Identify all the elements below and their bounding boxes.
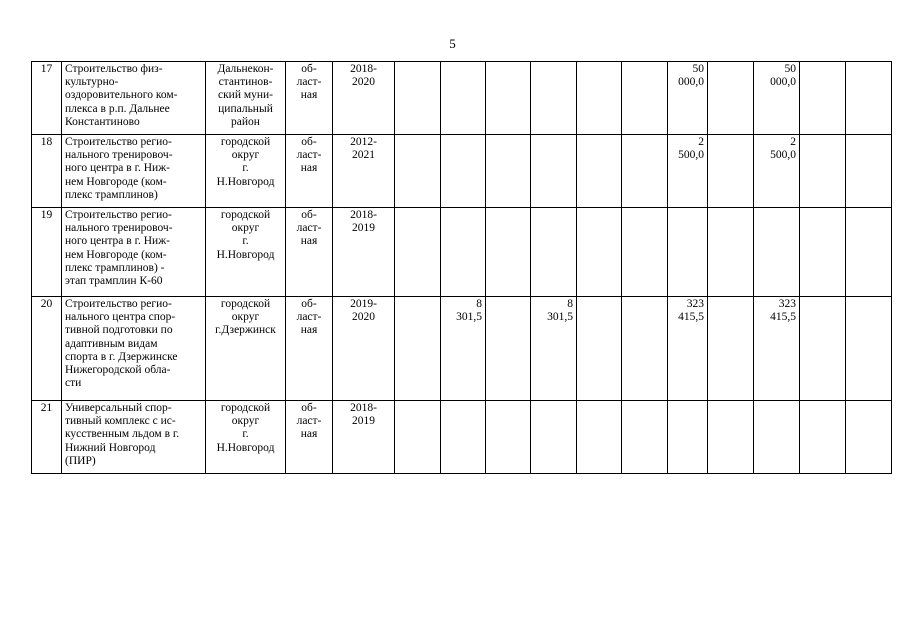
- value-cell-2-text: 8 301,5: [456, 298, 482, 324]
- value-cell-8: [708, 297, 754, 401]
- object-name-cell-text: Универсальный спор- тивный комплекс с ис- кусственным льдом в г. Нижний Новгород (ПИР): [65, 402, 180, 467]
- object-name-cell: [62, 62, 206, 135]
- value-cell-11: [846, 297, 892, 401]
- object-name-cell: [62, 208, 206, 297]
- value-cell-7: [668, 62, 708, 135]
- object-name-cell: [62, 297, 206, 401]
- value-cell-4: [531, 208, 577, 297]
- value-cell-6: [622, 401, 668, 474]
- period-cell-text: 2018- 2020: [350, 63, 377, 89]
- value-cell-5: [577, 135, 622, 208]
- value-cell-9: [754, 62, 800, 135]
- value-cell-10: [800, 62, 846, 135]
- value-cell-5: [577, 401, 622, 474]
- period-cell: [333, 62, 395, 135]
- period-cell: [333, 135, 395, 208]
- table-row: [32, 135, 892, 208]
- municipality-cell: [206, 208, 286, 297]
- value-cell-6: [622, 297, 668, 401]
- municipality-cell: [206, 401, 286, 474]
- ownership-cell-text: об- ласт- ная: [296, 209, 322, 248]
- value-cell-1: [395, 135, 441, 208]
- table-row: [32, 62, 892, 135]
- row-number-cell-text: 20: [40, 298, 53, 310]
- value-cell-8: [708, 401, 754, 474]
- ownership-cell-text: об- ласт- ная: [296, 63, 322, 102]
- municipality-cell-text: городской округ г. Н.Новгород: [216, 402, 275, 454]
- value-cell-9: [754, 401, 800, 474]
- row-number-cell: [32, 208, 62, 297]
- municipality-cell-text: городской округ г. Н.Новгород: [216, 209, 275, 261]
- period-cell: [333, 208, 395, 297]
- value-cell-11: [846, 401, 892, 474]
- page-number: 5: [449, 36, 456, 51]
- object-name-cell: [62, 135, 206, 208]
- value-cell-9-text: 50 000,0: [770, 63, 796, 89]
- table-row: [32, 401, 892, 474]
- table-row: [32, 208, 892, 297]
- value-cell-10: [800, 135, 846, 208]
- value-cell-10: [800, 297, 846, 401]
- value-cell-2: [441, 62, 486, 135]
- value-cell-8: [708, 135, 754, 208]
- value-cell-4: [531, 135, 577, 208]
- row-number-cell: [32, 401, 62, 474]
- value-cell-2: [441, 208, 486, 297]
- period-cell-text: 2012- 2021: [350, 136, 377, 162]
- object-name-cell-text: Строительство регио- нального тренировоч- ного центра в г. Ниж- нем Новгороде (ком- плекс трамплинов) - этап трамплин К-60: [65, 209, 173, 288]
- municipality-cell: [206, 297, 286, 401]
- object-name-cell-text: Строительство физ- культурно- оздоровительного ком- плекса в р.п. Дальнее Константиново: [65, 63, 178, 128]
- ownership-cell: [286, 62, 333, 135]
- row-number-cell-text: 21: [40, 402, 53, 414]
- table-row: [32, 297, 892, 401]
- value-cell-7-text: 2 500,0: [678, 136, 704, 162]
- object-name-cell: [62, 401, 206, 474]
- value-cell-7: [668, 401, 708, 474]
- value-cell-2: [441, 401, 486, 474]
- row-number-cell-text: 17: [40, 63, 53, 75]
- value-cell-5: [577, 297, 622, 401]
- value-cell-1: [395, 62, 441, 135]
- value-cell-9: [754, 135, 800, 208]
- value-cell-3: [486, 297, 531, 401]
- municipality-cell-text: городской округ г. Н.Новгород: [216, 136, 275, 188]
- ownership-cell: [286, 135, 333, 208]
- value-cell-8: [708, 208, 754, 297]
- value-cell-9: [754, 297, 800, 401]
- value-cell-9-text: 323 415,5: [770, 298, 796, 324]
- value-cell-5: [577, 62, 622, 135]
- value-cell-9: [754, 208, 800, 297]
- ownership-cell-text: об- ласт- ная: [296, 136, 322, 175]
- row-number-cell-text: 18: [40, 136, 53, 148]
- period-cell-text: 2018- 2019: [350, 402, 377, 428]
- municipality-cell-text: городской округ г.Дзержинск: [215, 298, 276, 337]
- value-cell-3: [486, 135, 531, 208]
- value-cell-1: [395, 297, 441, 401]
- value-cell-3: [486, 208, 531, 297]
- ownership-cell: [286, 297, 333, 401]
- municipality-cell-text: Дальнекон- стантинов- ский муни- ципальный район: [217, 63, 274, 128]
- value-cell-11: [846, 208, 892, 297]
- row-number-cell: [32, 135, 62, 208]
- value-cell-2: [441, 135, 486, 208]
- object-name-cell-text: Строительство регио- нального центра спор- тивной подготовки по адаптивным видам спорта в г. Дзержинске Нижегородской обла- сти: [65, 298, 178, 390]
- period-cell-text: 2018- 2019: [350, 209, 377, 235]
- value-cell-1: [395, 208, 441, 297]
- program-table: [31, 61, 892, 474]
- municipality-cell: [206, 62, 286, 135]
- value-cell-6: [622, 135, 668, 208]
- value-cell-11: [846, 135, 892, 208]
- municipality-cell: [206, 135, 286, 208]
- value-cell-9-text: 2 500,0: [770, 136, 796, 162]
- value-cell-5: [577, 208, 622, 297]
- value-cell-7-text: 323 415,5: [678, 298, 704, 324]
- period-cell: [333, 401, 395, 474]
- value-cell-3: [486, 62, 531, 135]
- row-number-cell: [32, 62, 62, 135]
- object-name-cell-text: Строительство регио- нального тренировоч- ного центра в г. Ниж- нем Новгороде (ком- плекс трамплинов): [65, 136, 173, 201]
- period-cell-text: 2019- 2020: [350, 298, 377, 324]
- value-cell-7-text: 50 000,0: [678, 63, 704, 89]
- value-cell-4: [531, 62, 577, 135]
- value-cell-6: [622, 208, 668, 297]
- value-cell-10: [800, 208, 846, 297]
- value-cell-3: [486, 401, 531, 474]
- ownership-cell: [286, 401, 333, 474]
- value-cell-11: [846, 62, 892, 135]
- ownership-cell: [286, 208, 333, 297]
- ownership-cell-text: об- ласт- ная: [296, 298, 322, 337]
- value-cell-4-text: 8 301,5: [547, 298, 573, 324]
- ownership-cell-text: об- ласт- ная: [296, 402, 322, 441]
- value-cell-7: [668, 135, 708, 208]
- value-cell-4: [531, 401, 577, 474]
- value-cell-8: [708, 62, 754, 135]
- value-cell-10: [800, 401, 846, 474]
- value-cell-1: [395, 401, 441, 474]
- period-cell: [333, 297, 395, 401]
- value-cell-7: [668, 208, 708, 297]
- value-cell-7: [668, 297, 708, 401]
- row-number-cell: [32, 297, 62, 401]
- value-cell-6: [622, 62, 668, 135]
- row-number-cell-text: 19: [40, 209, 53, 221]
- value-cell-2: [441, 297, 486, 401]
- value-cell-4: [531, 297, 577, 401]
